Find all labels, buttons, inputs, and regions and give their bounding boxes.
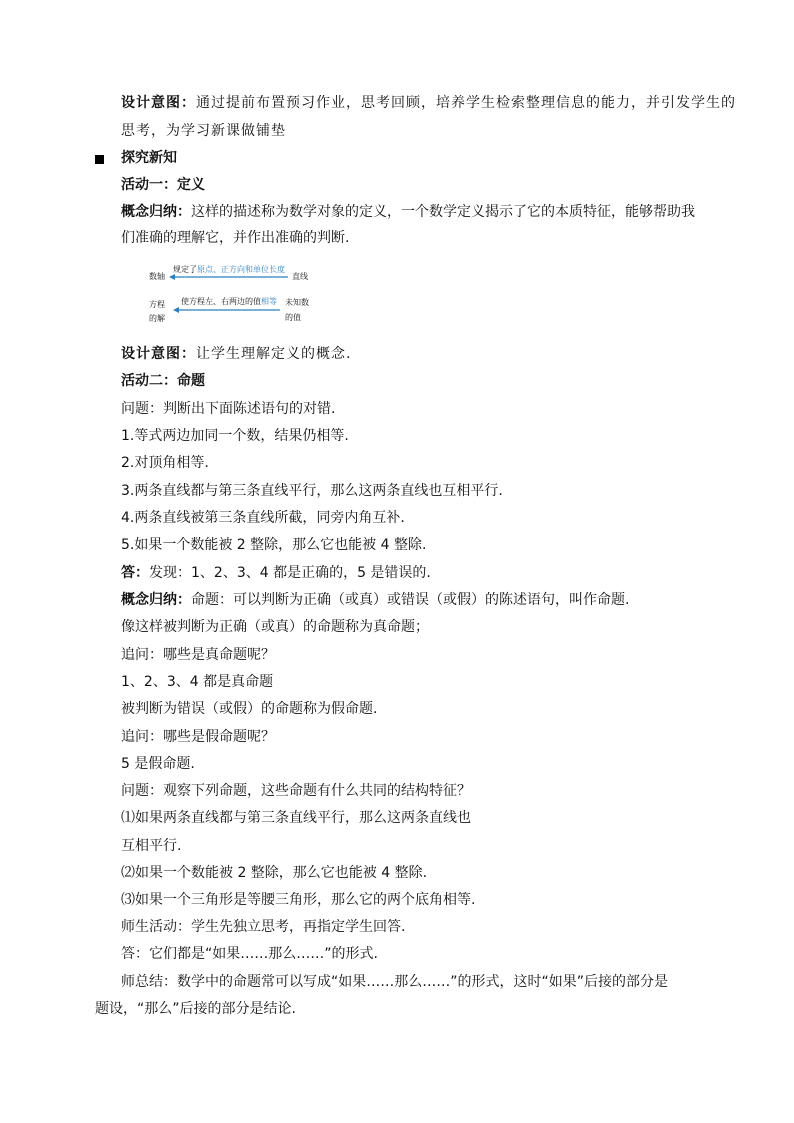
diagram-row2-arrow-highlight: 相等: [261, 297, 277, 306]
diagram-row2-right-2: 的值: [285, 313, 301, 322]
proposition-item: ⑴如果两条直线都与第三条直线平行，那么这两条直线也: [121, 810, 471, 826]
followup-question-1: 追问：哪些是真命题呢？: [121, 647, 275, 663]
statement-item: 4.两条直线被第三条直线所截，同旁内角互补.: [121, 510, 405, 526]
section-title: 探究新知: [121, 150, 177, 166]
proposition-item-cont: 互相平行.: [121, 838, 182, 854]
statement-item: 3.两条直线都与第三条直线平行，那么这两条直线也互相平行.: [121, 483, 503, 499]
design-intent-label: 设计意图：: [121, 95, 196, 111]
teacher-student-activity: 师生活动：学生先独立思考，再指定学生回答.: [121, 919, 406, 935]
definition-diagram: [140, 259, 340, 329]
activity2-title: 活动二：命题: [121, 373, 205, 389]
diagram-row2-left-1: 方程: [149, 300, 165, 309]
diagram-row1-arrow-highlight: 原点、正方向和单位长度: [197, 265, 285, 274]
diagram-row2-left-2: 的解: [149, 314, 165, 323]
followup-answer-2: 5 是假命题.: [121, 756, 195, 772]
design-intent-line-2: 思考，为学习新课做铺垫: [121, 123, 286, 139]
teacher-summary-line-1: 师总结：数学中的命题常可以写成“如果……那么……”的形式，这时“如果”后接的部分是: [121, 974, 669, 990]
activity1-concept-line-1: [121, 202, 695, 222]
followup-answer-1: 1、2、3、4 都是真命题: [121, 674, 274, 690]
followup-question-2: 追问：哪些是假命题呢？: [121, 729, 275, 745]
activity1-title: 活动一：定义: [121, 177, 205, 193]
proposition-item: ⑵如果一个数能被 2 整除，那么它也能被 4 整除.: [121, 865, 428, 881]
diagram-row1-right: 直线: [292, 272, 308, 281]
true-proposition-def: 像这样被判断为正确（或真）的命题称为真命题；: [121, 619, 429, 635]
proposition-item: ⑶如果一个三角形是等腰三角形，那么它的两个底角相等.: [121, 892, 476, 908]
proposition-concept-text: 命题：可以判断为正确（或真）或错误（或假）的陈述语句，叫作命题.: [191, 592, 630, 608]
diagram-row2-arrow-label: [181, 296, 277, 306]
design-intent2-line: [121, 344, 351, 364]
concept-label: 概念归纳：: [121, 204, 191, 220]
design-intent2-label: 设计意图：: [121, 346, 196, 362]
design-intent-line-1: [121, 93, 736, 113]
design-intent-text: 通过提前布置预习作业，思考回顾，培养学生检索整理信息的能力，并引发学生的: [196, 95, 736, 111]
teacher-summary-line-2: 题设，“那么”后接的部分是结论.: [95, 1001, 296, 1017]
diagram-row1-arrowhead-icon: [169, 274, 175, 280]
diagram-row1-arrow-prefix: 规定了: [173, 265, 197, 274]
proposition-concept-line: [121, 590, 629, 610]
diagram-row2-arrowhead-icon: [173, 307, 179, 313]
proposition-concept-label: 概念归纳：: [121, 592, 191, 608]
section-bullet-icon: [95, 155, 104, 164]
answer-label: 答：: [121, 565, 149, 581]
design-intent2-text: 让学生理解定义的概念.: [196, 346, 352, 362]
false-proposition-def: 被判断为错误（或假）的命题称为假命题.: [121, 701, 378, 717]
diagram-row2-arrow-prefix: 使方程左、右两边的值: [181, 297, 261, 306]
diagram-row1-left: 数轴: [149, 272, 165, 281]
diagram-row1-arrow-label: [173, 264, 285, 274]
structure-question: 问题：观察下列命题，这些命题有什么共同的结构特征？: [121, 783, 471, 799]
structure-answer: 答：它们都是“如果……那么……”的形式.: [121, 946, 378, 962]
concept-text: 这样的描述称为数学对象的定义，一个数学定义揭示了它的本质特征，能够帮助我: [191, 204, 695, 220]
statement-item: 1.等式两边加同一个数，结果仍相等.: [121, 428, 349, 444]
statement-item: 5.如果一个数能被 2 整除，那么它也能被 4 整除.: [121, 537, 427, 553]
statement-item: 2.对顶角相等.: [121, 455, 209, 471]
activity2-question: 问题：判断出下面陈述语句的对错.: [121, 401, 336, 417]
diagram-row2-right-1: 未知数: [285, 298, 309, 307]
answer-line: [121, 563, 431, 583]
activity1-concept-line-2: 们准确的理解它，并作出准确的判断.: [121, 230, 350, 246]
answer-text: 发现：1、2、3、4 都是正确的，5 是错误的.: [149, 565, 431, 581]
